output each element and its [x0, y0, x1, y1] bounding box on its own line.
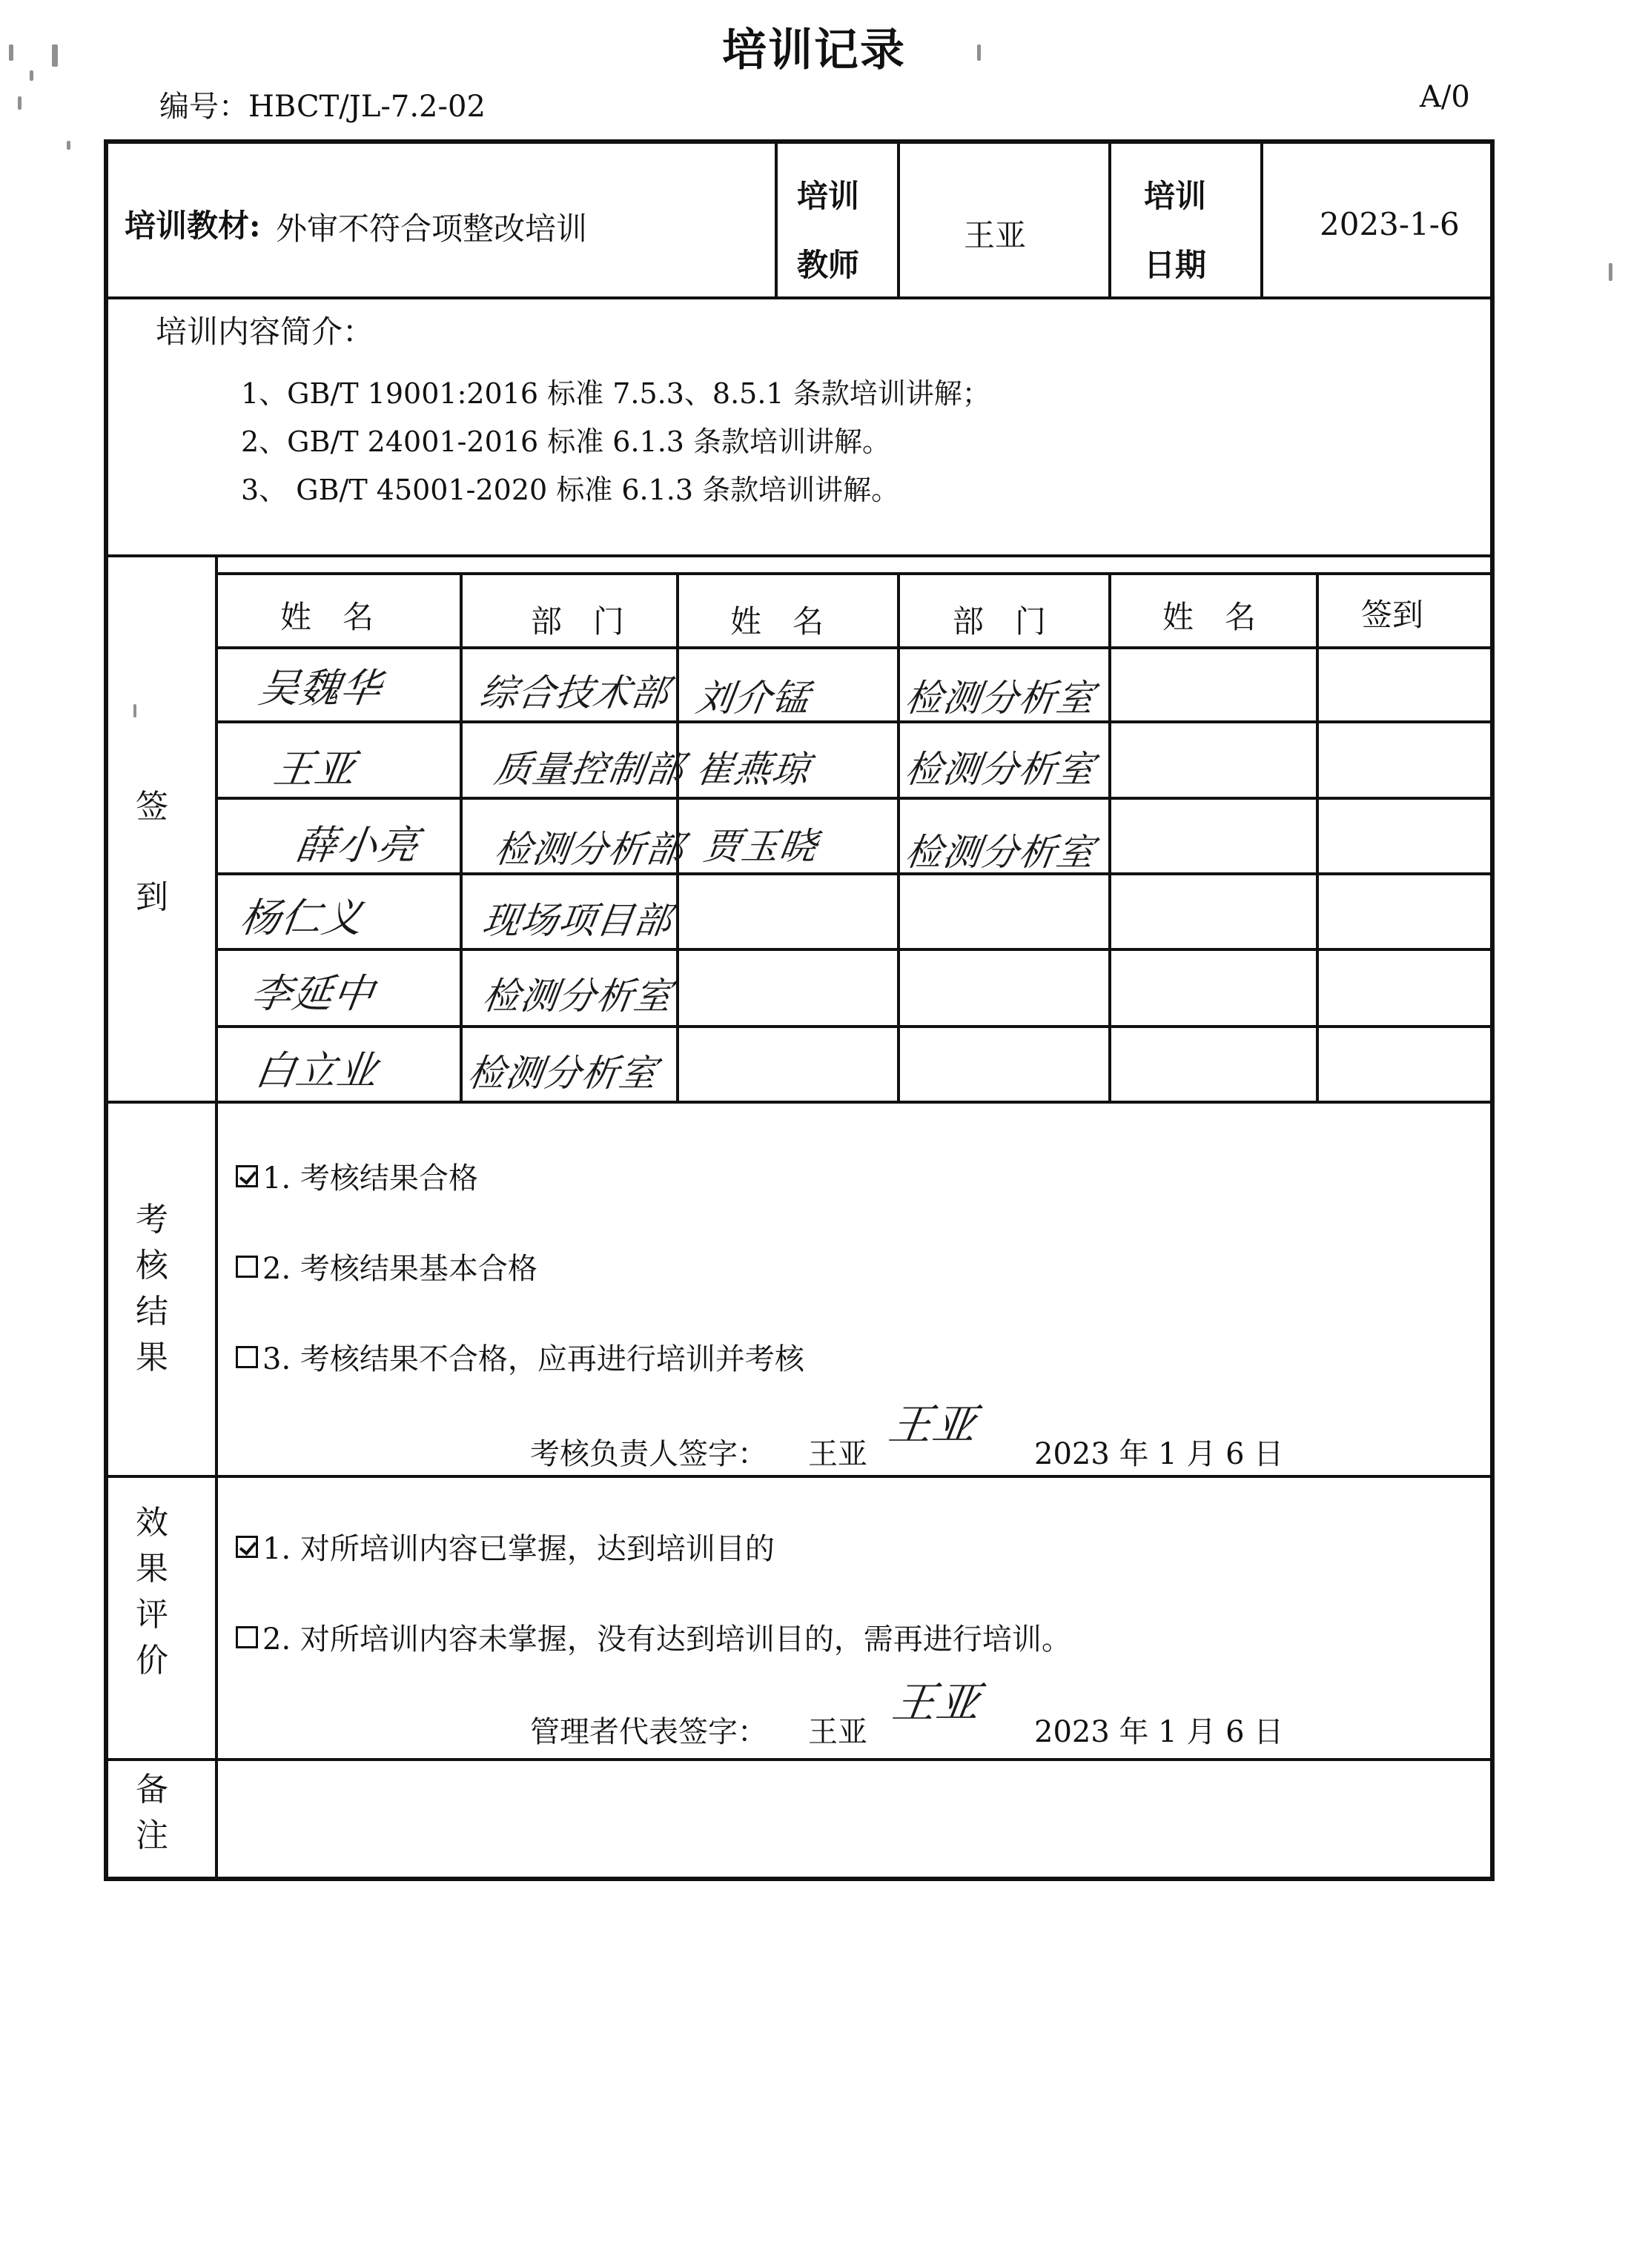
table-row-line: [215, 720, 1495, 723]
attendee-dept: 检测分析室: [902, 677, 1098, 720]
material-label: 培训教材:: [125, 208, 261, 244]
attendee-dept: 综合技术部: [477, 672, 672, 714]
assessment-label: 考 核 结 果: [136, 1201, 168, 1376]
table-row-line: [215, 646, 1495, 649]
checkbox-icon[interactable]: [236, 1346, 258, 1368]
scan-speck: [52, 44, 58, 67]
checkbox-icon[interactable]: [236, 1256, 258, 1278]
evaluation-option-2[interactable]: 2. 对所培训内容未掌握，没有达到培训目的，需再进行培训。: [236, 1616, 1071, 1658]
table-row-line: [215, 1025, 1495, 1028]
attendee-dept: 检测分析部: [492, 828, 687, 871]
divider-v: [897, 139, 900, 298]
assessment-signer-name: 王亚: [808, 1437, 867, 1471]
attendee-dept: 检测分析室: [480, 975, 675, 1018]
col-header-signin: 签到: [1361, 597, 1424, 633]
attendee-dept: 检测分析室: [902, 748, 1098, 791]
divider-evaluation: [104, 1758, 1495, 1761]
attendee-name: 薛小亮: [293, 822, 422, 869]
scan-speck: [1609, 263, 1612, 281]
teacher-label-line1: 培训: [797, 178, 860, 214]
assessment-signer-label: 考核负责人签字：: [530, 1437, 767, 1471]
teacher-value: 王亚: [964, 217, 1027, 253]
assessment-signature: 王亚: [885, 1399, 981, 1450]
table-col-line: [460, 572, 463, 1101]
attendee-name: 崔燕琼: [693, 748, 813, 791]
table-col-line: [1108, 572, 1111, 1101]
document-code: 编号：HBCT/JL-7.2-02: [159, 90, 486, 124]
table-col-line: [1316, 572, 1319, 1101]
col-header-name: 姓 名: [280, 599, 374, 635]
scan-speck: [18, 96, 21, 110]
assessment-option-2[interactable]: 2. 考核结果基本合格: [236, 1245, 537, 1287]
evaluation-label: 效 果 评 价: [136, 1504, 168, 1680]
divider-v: [775, 139, 778, 298]
attendee-name: 刘介锰: [693, 677, 813, 720]
scan-speck: [9, 44, 13, 61]
remarks-field[interactable]: [222, 1764, 1483, 1875]
material-value: 外审不符合项整改培训: [276, 210, 588, 247]
assessment-option-3[interactable]: 3. 考核结果不合格，应再进行培训并考核: [236, 1336, 804, 1378]
divider-content: [104, 554, 1495, 557]
table-top-line: [215, 572, 1495, 575]
divider-v: [1108, 139, 1111, 298]
content-item: 1、GB/T 19001:2016 标准 7.5.3、8.5.1 条款培训讲解；: [241, 377, 990, 410]
revision-number: A/0: [1420, 80, 1470, 114]
evaluation-date: 2023 年 1 月 6 日: [1034, 1715, 1284, 1749]
divider-assessment: [104, 1475, 1495, 1478]
col-header-name: 姓 名: [730, 603, 824, 640]
attendee-dept: 检测分析室: [902, 831, 1098, 874]
attendee-dept: 现场项目部: [480, 899, 675, 942]
date-label-line2: 日期: [1144, 247, 1207, 283]
table-row-line: [215, 872, 1495, 875]
content-item: 2、GB/T 24001-2016 标准 6.1.3 条款培训讲解。: [241, 425, 891, 458]
document-title: 培训记录: [722, 24, 906, 76]
content-heading: 培训内容简介：: [156, 314, 374, 350]
table-row-line: [215, 797, 1495, 800]
attendee-name: 白立业: [252, 1047, 381, 1094]
col-header-name: 姓 名: [1162, 599, 1257, 635]
attendee-dept: 质量控制部: [492, 748, 687, 791]
table-row-line: [215, 948, 1495, 951]
divider-header: [104, 296, 1495, 299]
attendee-name: 李延中: [248, 970, 377, 1017]
scan-speck: [133, 704, 136, 717]
assessment-option-1[interactable]: 1. 考核结果合格: [236, 1155, 478, 1197]
divider-v: [1260, 139, 1263, 298]
evaluation-signer-name: 王亚: [808, 1715, 867, 1749]
label-column-divider: [215, 554, 218, 1881]
attendee-name: 贾玉晓: [701, 825, 821, 868]
attendee-name: 吴魏华: [256, 665, 385, 712]
content-item: 3、 GB/T 45001-2020 标准 6.1.3 条款培训讲解。: [241, 474, 900, 506]
teacher-label-line2: 教师: [797, 247, 860, 283]
assessment-date: 2023 年 1 月 6 日: [1034, 1437, 1284, 1471]
evaluation-signer-label: 管理者代表签字：: [530, 1715, 767, 1749]
scan-speck: [30, 70, 33, 81]
evaluation-option-1[interactable]: 1. 对所培训内容已掌握，达到培训目的: [236, 1525, 775, 1568]
remarks-label: 备 注: [136, 1771, 168, 1854]
evaluation-signature: 王亚: [889, 1677, 985, 1728]
attendee-dept: 检测分析室: [465, 1052, 661, 1095]
checkbox-checked-icon[interactable]: [236, 1165, 258, 1187]
date-label-line1: 培训: [1144, 178, 1207, 214]
date-value: 2023-1-6: [1320, 206, 1460, 242]
checkbox-icon[interactable]: [236, 1626, 258, 1648]
col-header-dept: 部 门: [953, 603, 1047, 640]
table-col-line: [897, 572, 900, 1101]
col-header-dept: 部 门: [531, 603, 625, 640]
attendee-name: 杨仁义: [237, 895, 366, 941]
scan-speck: [67, 141, 70, 150]
checkbox-checked-icon[interactable]: [236, 1536, 258, 1558]
divider-signin: [104, 1101, 1495, 1104]
signin-label-1: 签: [136, 788, 168, 826]
attendee-name: 王亚: [271, 746, 359, 792]
scan-speck: [977, 44, 981, 61]
signin-label-2: 到: [136, 878, 168, 916]
